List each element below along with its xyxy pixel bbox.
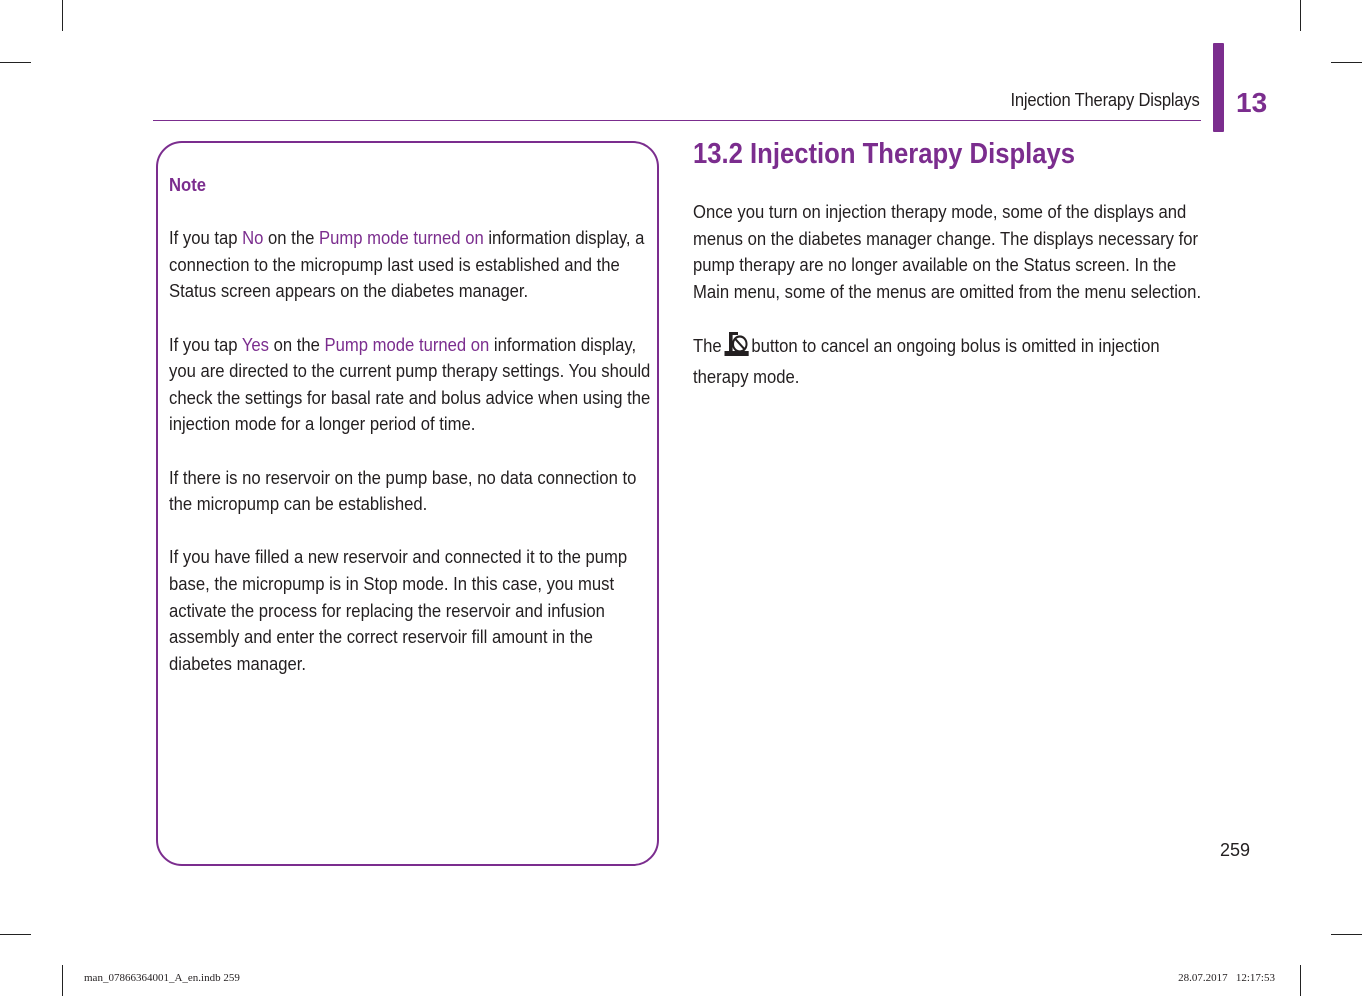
crop-mark [0,934,31,935]
note-paragraph: If you have filled a new reservoir and connected it to the pump base, the micropump is in Stop mode. In this case, you must activate the process for replacing the reservoir and infusion assembly and enter the correct reservoir fill amount in the diabetes manager. [169,546,628,674]
crop-mark [0,62,31,63]
chapter-tab-bar [1213,43,1224,132]
chapter-number: 13 [1236,87,1268,118]
print-slug-timestamp: 28.07.2017 12:17:53 [1178,972,1275,984]
screen-reference: Pump mode turned on [324,333,490,355]
cancel-bolus-icon [724,332,748,364]
button-reference-yes: Yes [241,333,269,355]
section-body [693,199,1203,417]
body-paragraph: The button to cancel an ongoing bolus is omitted in injection therapy mode. [693,332,1202,390]
crop-mark [62,965,63,996]
note-content [169,172,659,704]
crop-mark [62,0,63,31]
header-rule [153,120,1201,121]
note-paragraph: If you tap Yes on the Pump mode turned on information display, you are directed to the current pump therapy settings. You should check the settings for basal rate and bolus advice when using the injection mode for a longer period of time. [169,333,651,435]
crop-mark [1331,934,1362,935]
note-paragraph: If there is no reservoir on the pump base, no data connection to the micropump can be established. [169,466,637,515]
crop-mark [1300,0,1301,31]
crop-mark [1331,62,1362,63]
crop-mark [1300,965,1301,996]
body-paragraph: Once you turn on injection therapy mode, some of the displays and menus on the diabetes manager change. The displays necessary for pump therapy are no longer available on the Status screen. In the Main menu, some of the menus are omitted from the menu selection. [693,201,1202,302]
page-number: 259 [1219,840,1250,860]
note-paragraph: If you tap No on the Pump mode turned on information display, a connection to the micropump last used is established and the Status screen appears on the diabetes manager. [169,227,645,302]
section-heading: 13.2 Injection Therapy Displays [693,138,1076,170]
running-header-title: Injection Therapy Displays [1010,90,1200,110]
note-title: Note [169,174,207,195]
screen-reference: Pump mode turned on [318,227,484,249]
button-reference-no: No [242,227,264,249]
print-slug-file: man_07866364001_A_en.indb 259 [84,972,240,984]
